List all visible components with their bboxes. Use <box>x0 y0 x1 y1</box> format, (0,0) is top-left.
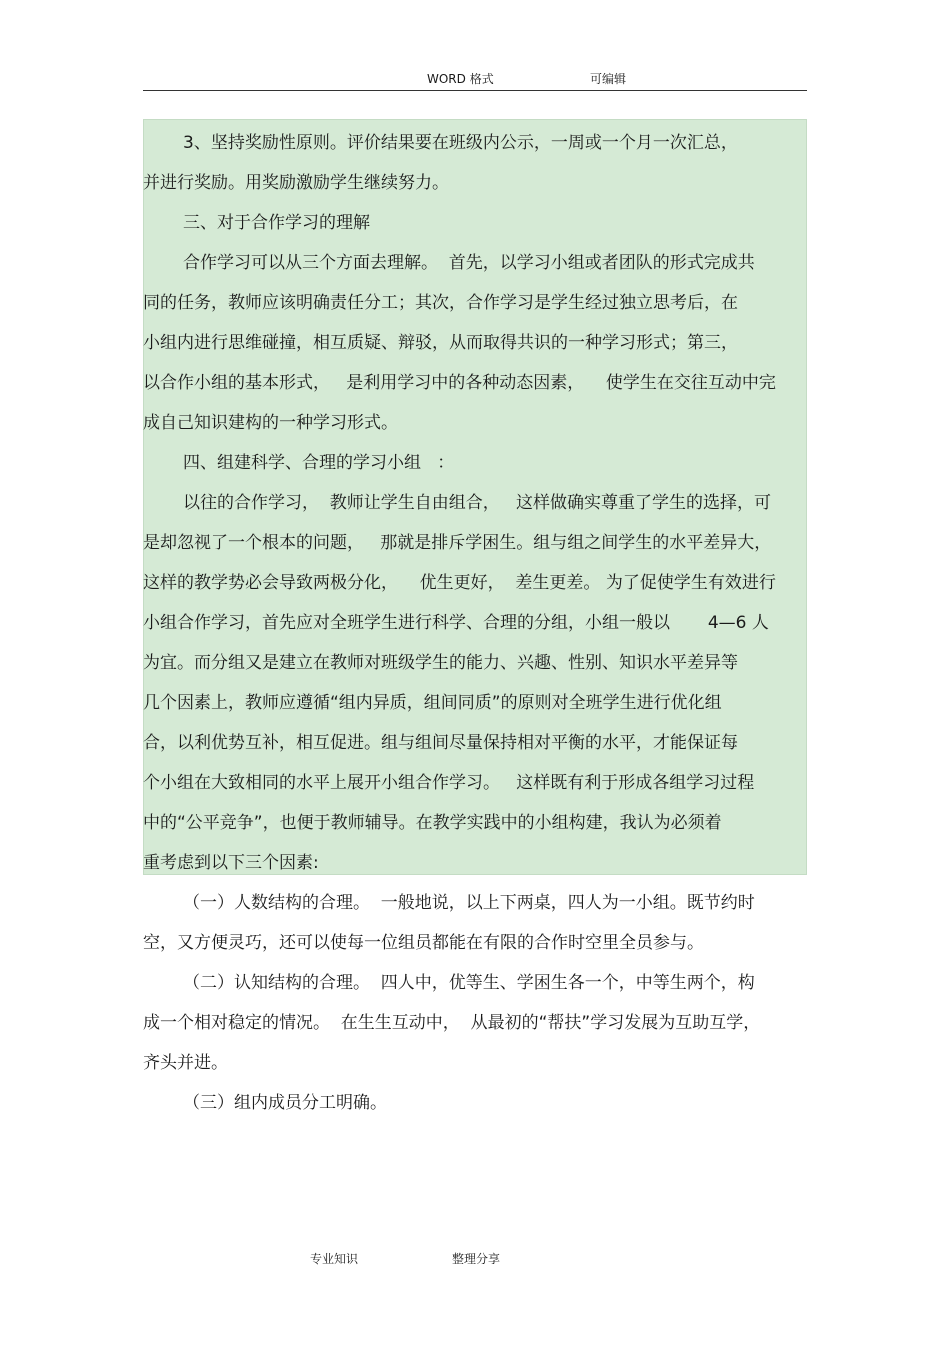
text-line: 是却忽视了一个根本的问题， 那就是排斥学困生。组与组之间学生的水平差异大， <box>143 533 772 553</box>
section-heading: 四、组建科学、合理的学习小组 ： <box>183 453 455 473</box>
footer-left-text: 专业知识 <box>310 1252 359 1266</box>
text-line: 小组内进行思维碰撞，相互质疑、辩驳，从而取得共识的一种学习形式；第三， <box>143 333 738 353</box>
header-left-text: WORD 格式 <box>427 72 494 86</box>
text-line: 齐头并进。 <box>143 1053 228 1073</box>
text-line: 重考虑到以下三个因素: <box>143 853 319 873</box>
text-line: 为宜。而分组又是建立在教师对班级学生的能力、兴趣、性别、知识水平差异等 <box>143 653 738 673</box>
text-line: 合作学习可以从三个方面去理解。 首先，以学习小组或者团队的形式完成共 <box>183 253 755 273</box>
text-line: 几个因素上，教师应遵循“组内异质，组间同质”的原则对全班学生进行优化组 <box>143 693 722 713</box>
text-line: 3、坚持奖励性原则。评价结果要在班级内公示，一周或一个月一次汇总， <box>183 133 738 153</box>
text-line: （三）组内成员分工明确。 <box>183 1093 387 1113</box>
text-line: （一）人数结构的合理。 一般地说，以上下两桌，四人为一小组。既节约时 <box>183 893 755 913</box>
text-line: 小组合作学习，首先应对全班学生进行科学、合理的分组，小组一般以 4—6 人 <box>143 613 769 633</box>
text-line: 以往的合作学习， 教师让学生自由组合， 这样做确实尊重了学生的选择，可 <box>183 493 772 513</box>
footer-right-text: 整理分享 <box>452 1252 501 1266</box>
text-line: （二）认知结构的合理。 四人中，优等生、学困生各一个，中等生两个，构 <box>183 973 755 993</box>
text-line: 以合作小组的基本形式， 是利用学习中的各种动态因素， 使学生在交往互动中完 <box>143 373 776 393</box>
text-line: 同的任务，教师应该明确责任分工；其次，合作学习是学生经过独立思考后，在 <box>143 293 738 313</box>
text-line: 这样的教学势必会导致两极分化， 优生更好， 差生更差。 为了促使学生有效进行 <box>143 573 776 593</box>
header-divider <box>143 90 807 91</box>
text-line: 并进行奖励。用奖励激励学生继续努力。 <box>143 173 449 193</box>
text-line: 中的“公平竞争”，也便于教师辅导。在教学实践中的小组构建，我认为必须着 <box>143 813 722 833</box>
page-header <box>0 70 950 90</box>
section-heading: 三、对于合作学习的理解 <box>183 213 370 233</box>
header-right-text: 可编辑 <box>590 72 627 86</box>
text-line: 空，又方便灵巧，还可以使每一位组员都能在有限的合作时空里全员参与。 <box>143 933 704 953</box>
text-line: 个小组在大致相同的水平上展开小组合作学习。 这样既有利于形成各组学习过程 <box>143 773 755 793</box>
text-line: 成一个相对稳定的情况。 在生生互动中， 从最初的“帮扶”学习发展为互助互学， <box>143 1013 761 1033</box>
text-line: 合，以利优势互补，相互促进。组与组间尽量保持相对平衡的水平，才能保证每 <box>143 733 738 753</box>
text-line: 成自己知识建构的一种学习形式。 <box>143 413 398 433</box>
